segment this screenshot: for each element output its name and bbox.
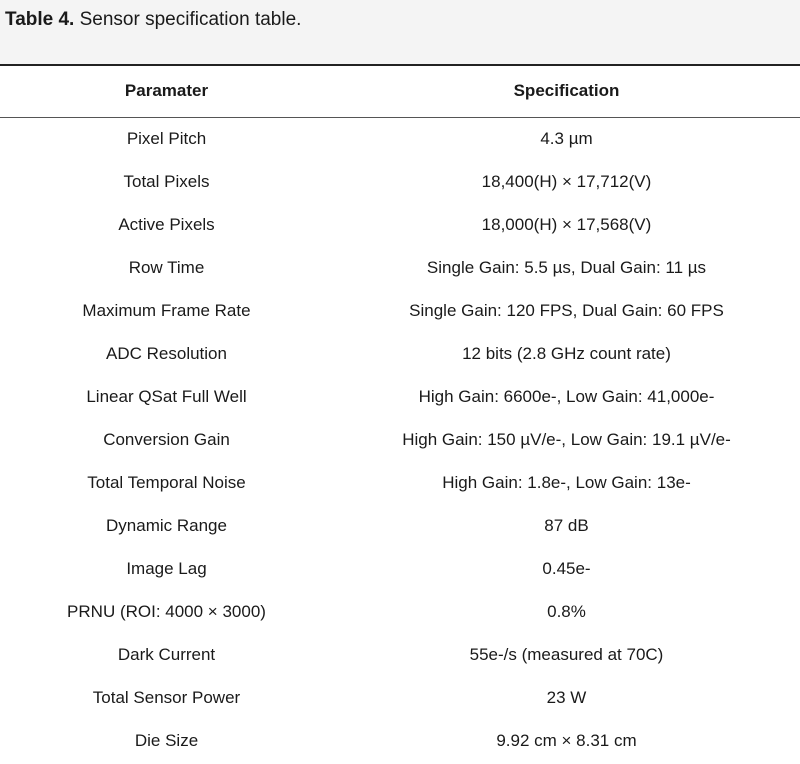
cell-parameter: Pixel Pitch <box>126 128 207 148</box>
cell-specification: 0.45e- <box>542 558 591 578</box>
header-specification: Specification <box>333 65 800 117</box>
cell-parameter: Image Lag <box>126 558 207 578</box>
cell-specification: 0.8% <box>547 601 586 621</box>
table-row <box>0 375 800 418</box>
cell-parameter: Die Size <box>134 730 199 750</box>
cell-parameter: Row Time <box>128 257 205 277</box>
cell-specification: 23 W <box>546 687 587 707</box>
cell-parameter: Total Temporal Noise <box>87 472 246 492</box>
table-row <box>0 504 800 547</box>
table-caption-label: Table 4. <box>5 9 75 30</box>
table-row <box>0 719 800 762</box>
table-row <box>0 117 800 160</box>
cell-parameter: Dark Current <box>117 644 216 664</box>
header-row <box>0 65 800 117</box>
cell-specification: 12 bits (2.8 GHz count rate) <box>462 343 671 363</box>
cell-specification: 18,000(H) × 17,568(V) <box>481 214 652 234</box>
cell-parameter: Linear QSat Full Well <box>86 386 247 406</box>
table-row <box>0 633 800 676</box>
sensor-spec-table <box>0 64 800 762</box>
cell-parameter: Maximum Frame Rate <box>82 300 251 320</box>
cell-specification: 87 dB <box>544 515 589 535</box>
table-row <box>0 332 800 375</box>
cell-specification: High Gain: 6600e-, Low Gain: 41,000e- <box>418 386 715 406</box>
table-row <box>0 203 800 246</box>
table-row <box>0 160 800 203</box>
cell-parameter: Dynamic Range <box>106 515 227 535</box>
table-caption-text: Sensor specification table. <box>79 9 302 30</box>
cell-parameter: Total Pixels <box>123 171 210 191</box>
table-caption <box>5 9 301 31</box>
cell-parameter: Active Pixels <box>118 214 215 234</box>
table-body <box>0 117 800 762</box>
cell-specification: 9.92 cm × 8.31 cm <box>496 730 637 750</box>
table-row <box>0 289 800 332</box>
cell-specification: Single Gain: 5.5 µs, Dual Gain: 11 µs <box>426 257 707 277</box>
cell-parameter: Total Sensor Power <box>92 687 241 707</box>
table-row <box>0 676 800 719</box>
caption-bar <box>0 0 800 64</box>
cell-specification: Single Gain: 120 FPS, Dual Gain: 60 FPS <box>409 300 724 320</box>
table-row <box>0 418 800 461</box>
cell-specification: 55e-/s (measured at 70C) <box>469 644 664 664</box>
table-row <box>0 461 800 504</box>
spec-table-container <box>0 64 800 762</box>
cell-specification: High Gain: 150 µV/e-, Low Gain: 19.1 µV/e- <box>402 429 731 449</box>
cell-parameter: Conversion Gain <box>103 429 230 449</box>
cell-specification: 4.3 µm <box>540 128 593 148</box>
cell-specification: High Gain: 1.8e-, Low Gain: 13e- <box>442 472 691 492</box>
table-header <box>0 65 800 117</box>
header-parameter: Paramater <box>0 65 333 117</box>
cell-specification: 18,400(H) × 17,712(V) <box>481 171 652 191</box>
table-row <box>0 590 800 633</box>
cell-parameter: PRNU (ROI: 4000 × 3000) <box>67 601 266 621</box>
table-row <box>0 246 800 289</box>
cell-parameter: ADC Resolution <box>106 343 227 363</box>
table-row <box>0 547 800 590</box>
